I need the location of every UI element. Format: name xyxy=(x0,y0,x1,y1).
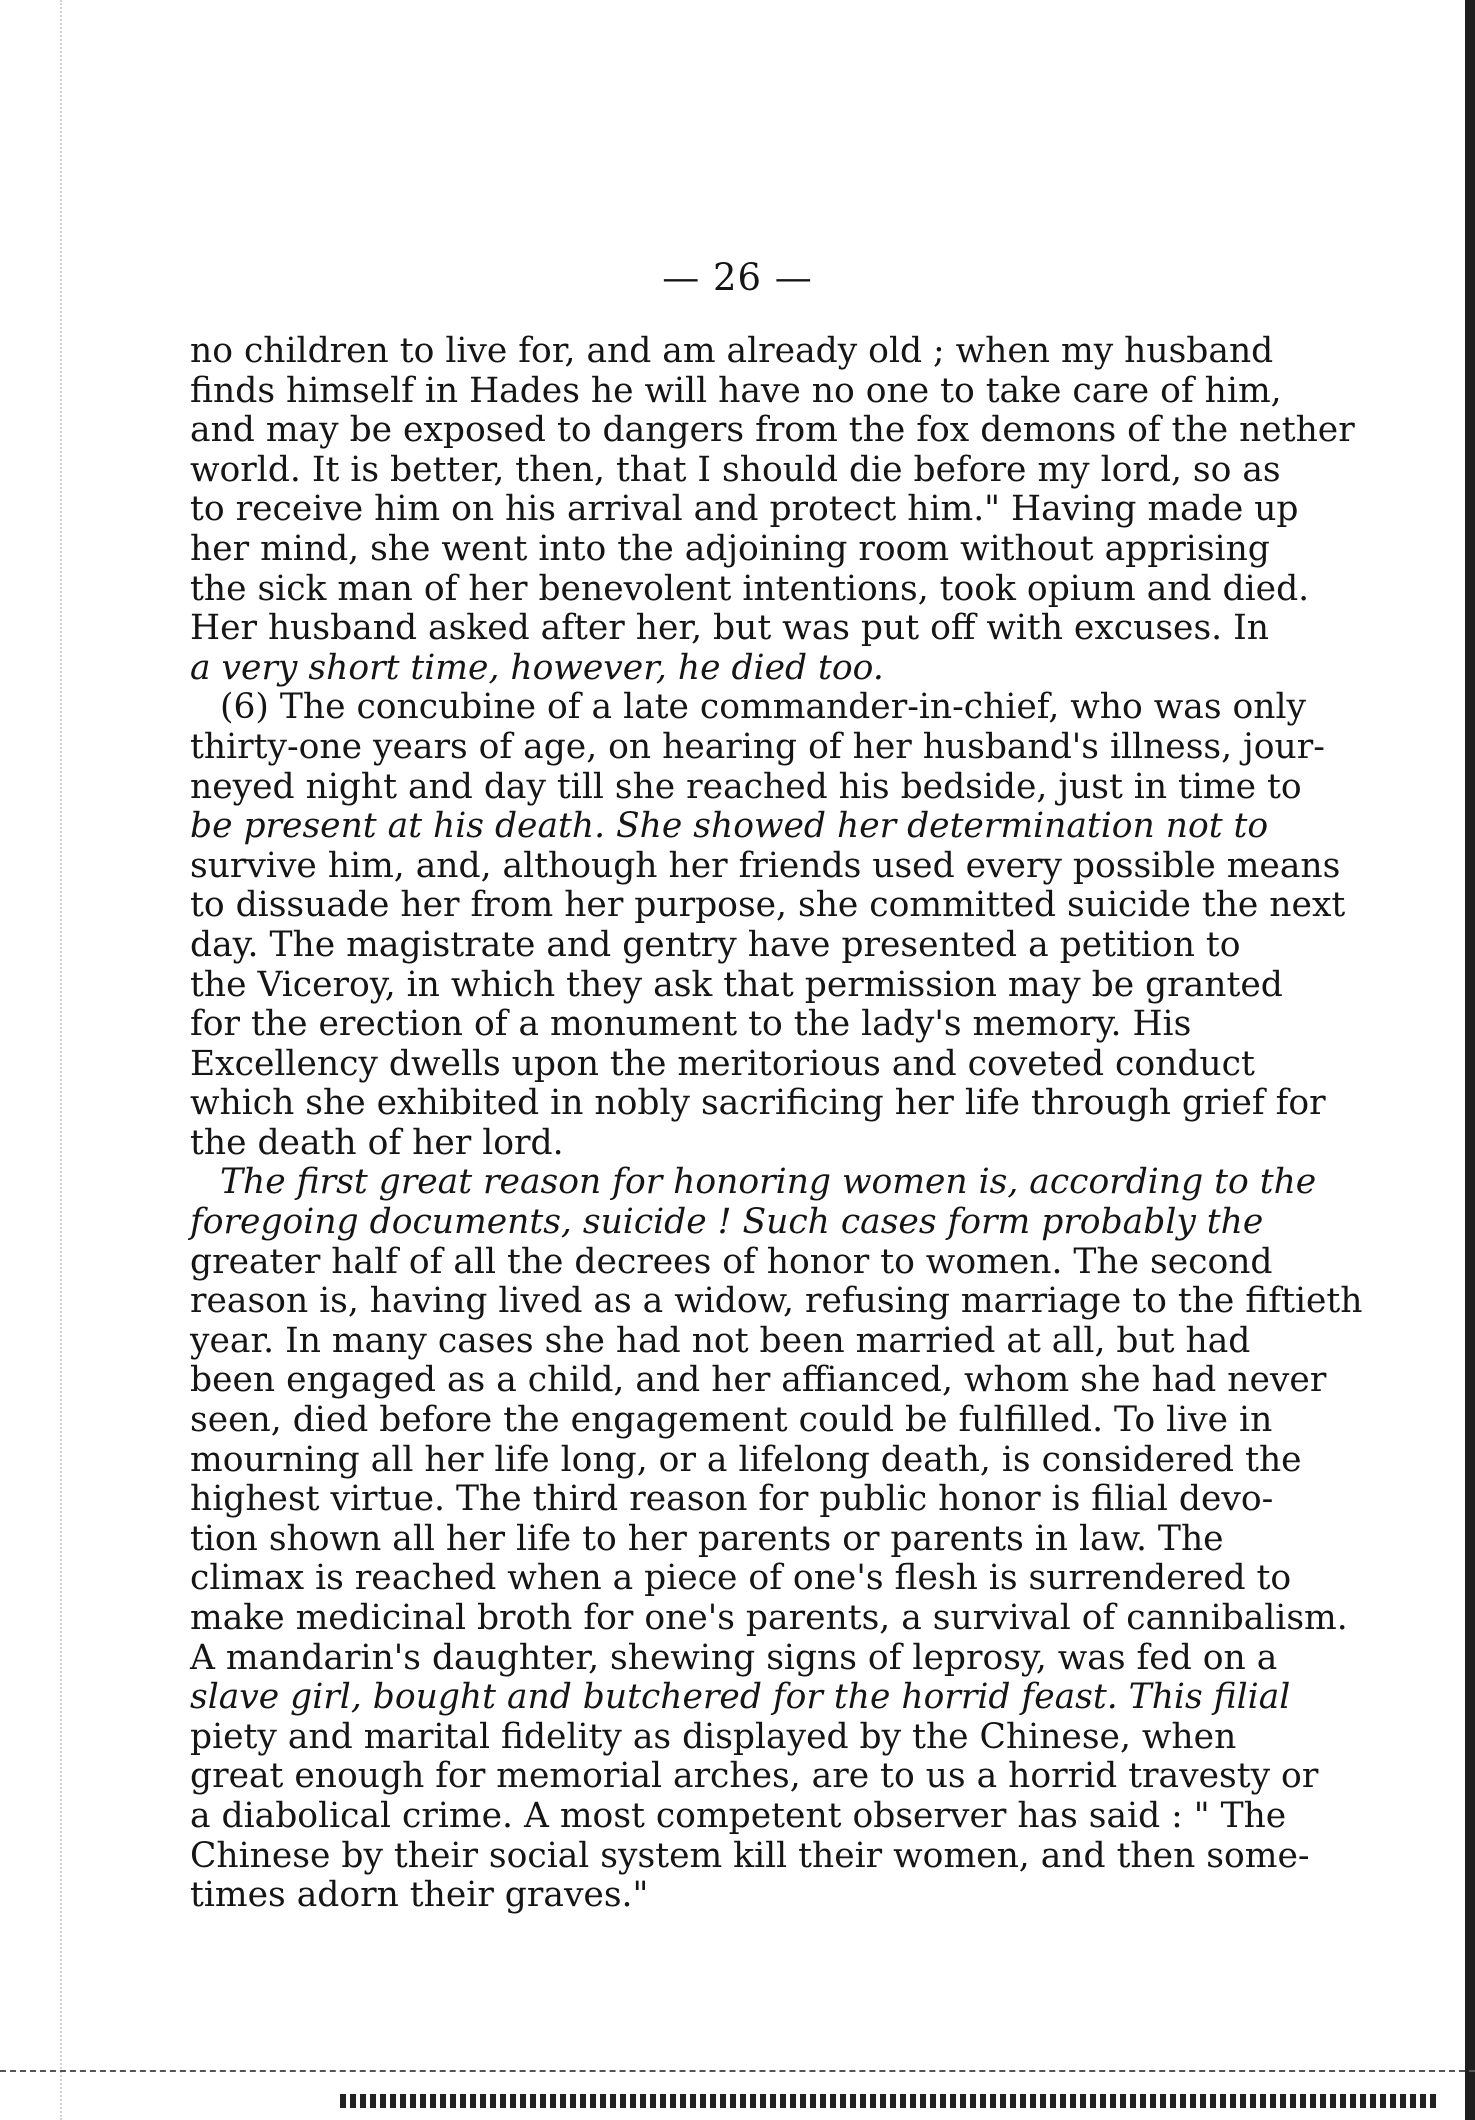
text-line: times adorn their graves." xyxy=(190,1875,649,1916)
text-line: which she exhibited in nobly sacrificing her life through grief for xyxy=(190,1083,1326,1124)
text-line: a diabolical crime. A most competent observer has said : " The xyxy=(190,1795,1287,1836)
scan-margin-left xyxy=(0,0,62,2120)
text-line: to dissuade her from her purpose, she committed suicide the next xyxy=(190,885,1346,926)
text-line: and may be exposed to dangers from the fox demons of the nether xyxy=(190,410,1355,451)
text-line: Her husband asked after her, but was put off with excuses. In xyxy=(190,608,1269,649)
text-line: no children to live for, and am already old ; when my husband xyxy=(190,331,1274,371)
text-line: thirty-one years of age, on hearing of her husband's illness, jour- xyxy=(190,726,1325,767)
text-line: Excellency dwells upon the meritorious and coveted conduct xyxy=(190,1043,1255,1084)
text-line: greater half of all the decrees of honor to women. The second xyxy=(190,1241,1273,1282)
text-line: (6) The concubine of a late commander-in-chief, who was only xyxy=(220,687,1307,728)
scan-edge-right xyxy=(1465,0,1475,2120)
text-line: neyed night and day till she reached his bedside, just in time to xyxy=(190,766,1302,807)
text-line: tion shown all her life to her parents or parents in law. The xyxy=(190,1518,1224,1559)
text-line: to receive him on his arrival and protect him." Having made up xyxy=(190,489,1299,530)
text-line: seen, died before the engagement could be fulfilled. To live in xyxy=(190,1400,1273,1441)
text-line: A mandarin's daughter, shewing signs of leprosy, was fed on a xyxy=(190,1637,1278,1678)
text-line: world. It is better, then, that I should die before my lord, so as xyxy=(190,449,1281,490)
text-line: climax is reached when a piece of one's flesh is surrendered to xyxy=(190,1558,1292,1599)
text-line: the Viceroy, in which they ask that permission may be granted xyxy=(190,964,1283,1005)
text-line: year. In many cases she had not been married at all, but had xyxy=(190,1320,1251,1361)
text-line: highest virtue. The third reason for public honor is filial devo- xyxy=(190,1479,1274,1520)
text-line: mourning all her life long, or a lifelong death, is considered the xyxy=(190,1439,1302,1480)
text-line: day. The magistrate and gentry have presented a petition to xyxy=(190,924,1241,965)
text-line: a very short time, however, he died too. xyxy=(190,647,884,688)
text-line: The first great reason for honoring women is, according to the xyxy=(220,1162,1317,1203)
text-line: slave girl, bought and butchered for the horrid feast. This filial xyxy=(190,1677,1291,1718)
text-line: the death of her lord. xyxy=(190,1122,564,1163)
scan-rule-bottom xyxy=(0,2070,1475,2072)
text-line: been engaged as a child, and her affianced, whom she had never xyxy=(190,1360,1327,1401)
text-line: foregoing documents, suicide ! Such cases form probably the xyxy=(190,1202,1264,1243)
scan-bar-bottom xyxy=(340,2094,1440,2108)
text-line: great enough for memorial arches, are to us a horrid travesty or xyxy=(190,1756,1319,1797)
text-line: reason is, having lived as a widow, refusing marriage to the fiftieth xyxy=(190,1281,1363,1322)
text-line: for the erection of a monument to the lady's memory. His xyxy=(190,1004,1192,1045)
text-line: finds himself in Hades he will have no one to take care of him, xyxy=(190,370,1282,411)
text-line: be present at his death. She showed her determination not to xyxy=(190,806,1269,847)
text-line: survive him, and, although her friends used every possible means xyxy=(190,845,1341,886)
page-number: — 26 — xyxy=(662,256,813,299)
text-line: Chinese by their social system kill their women, and then some- xyxy=(190,1835,1310,1876)
text-line: make medicinal broth for one's parents, a survival of cannibalism. xyxy=(190,1598,1348,1638)
text-line: the sick man of her benevolent intentions, took opium and died. xyxy=(190,568,1310,609)
body-text xyxy=(190,332,1402,1916)
text-line: piety and marital fidelity as displayed by the Chinese, when xyxy=(190,1716,1237,1757)
text-line: her mind, she went into the adjoining room without apprising xyxy=(190,528,1270,569)
